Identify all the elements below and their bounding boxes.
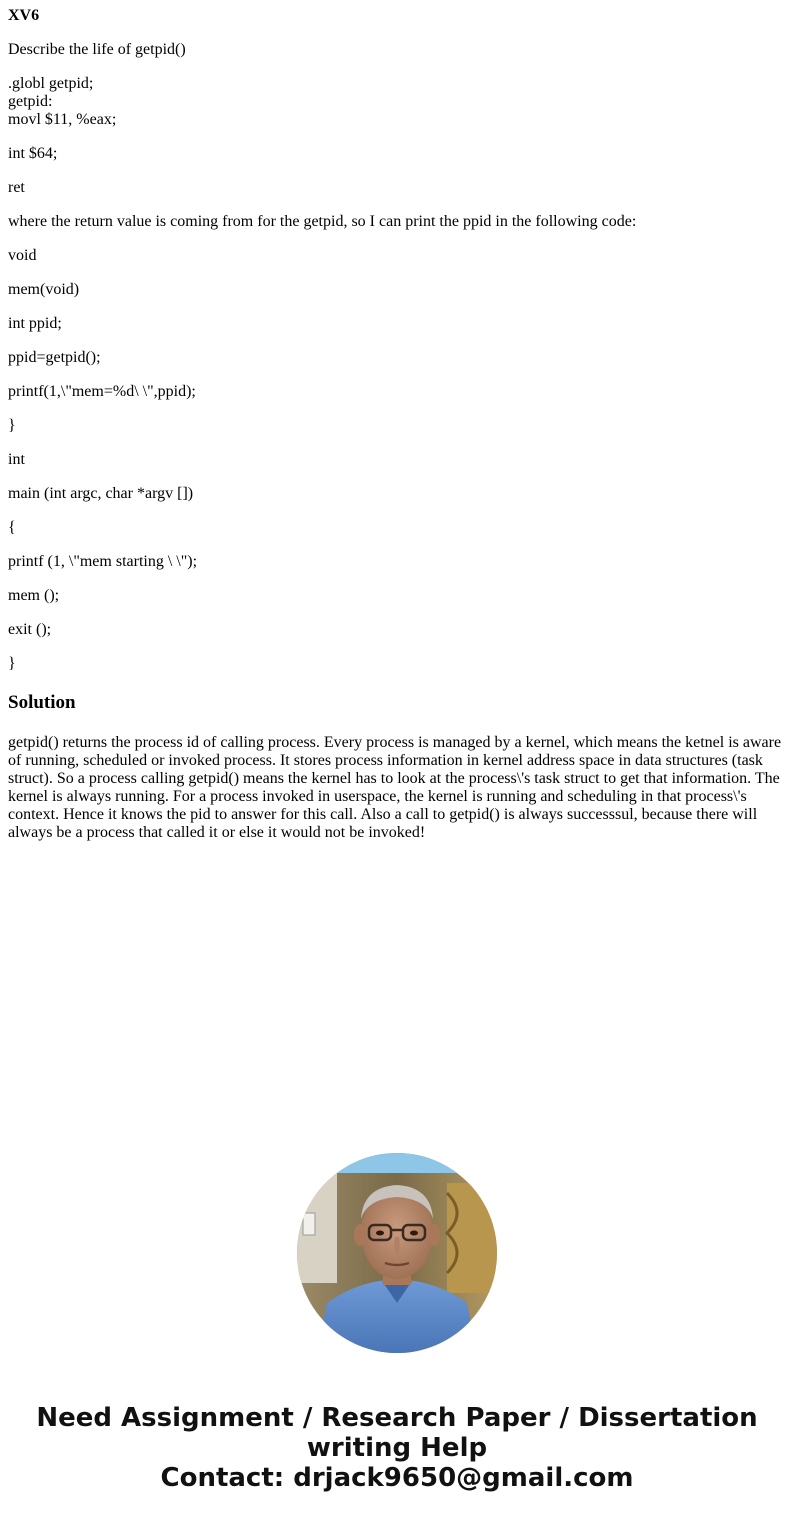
question-paragraph: .globl getpid; getpid: movl $11, %eax; — [8, 75, 117, 128]
solution-text: getpid() returns the process id of calling process. Every process is managed by a kernel, which means the ketnel is aware of running, scheduled or invoked process. It stores process information in kernel address space in data structures (task struct). So a process calling getpid() means the kernel has to look at the process\'s task struct to get that information. The kernel is always running. For a process invoked in userspace, the kernel is running and scheduling in that process\'s context. Hence it knows the pid to answer for this call. Also a call to getpid() is always successsul, because there will always be a process that called it or else it would not be invoked! — [8, 734, 782, 841]
contact-footer — [0, 1403, 794, 1493]
question-paragraph: Describe the life of getpid() — [8, 41, 186, 58]
question-paragraph: } — [8, 655, 16, 672]
question-paragraph: int — [8, 451, 25, 468]
question-paragraph: int ppid; — [8, 315, 62, 332]
question-paragraph: exit (); — [8, 621, 52, 638]
footer-line-1: Need Assignment / Research Paper / Dissertation — [36, 1403, 758, 1433]
question-title: XV6 — [8, 7, 40, 24]
question-paragraph: ppid=getpid(); — [8, 349, 101, 366]
footer-contact-line: Contact: drjack9650@gmail.com — [160, 1463, 634, 1493]
document-body — [8, 7, 786, 842]
question-paragraph: ret — [8, 179, 25, 196]
question-paragraph: printf (1, \"mem starting \ \"); — [8, 553, 198, 570]
footer-line-2: writing Help — [306, 1433, 488, 1463]
question-paragraph: where the return value is coming from for the getpid, so I can print the ppid in the following code: — [8, 213, 637, 230]
question-paragraph: { — [8, 519, 16, 536]
question-paragraph: } — [8, 417, 16, 434]
question-paragraph: printf(1,\"mem=%d\ \",ppid); — [8, 383, 196, 400]
question-paragraph: main (int argc, char *argv []) — [8, 485, 194, 502]
question-paragraph: void — [8, 247, 37, 264]
author-portrait-image — [297, 1153, 497, 1353]
question-paragraph: int $64; — [8, 145, 58, 162]
question-paragraph: mem (); — [8, 587, 60, 604]
author-avatar — [297, 1153, 497, 1353]
solution-heading: Solution — [8, 692, 76, 713]
question-paragraph: mem(void) — [8, 281, 80, 298]
